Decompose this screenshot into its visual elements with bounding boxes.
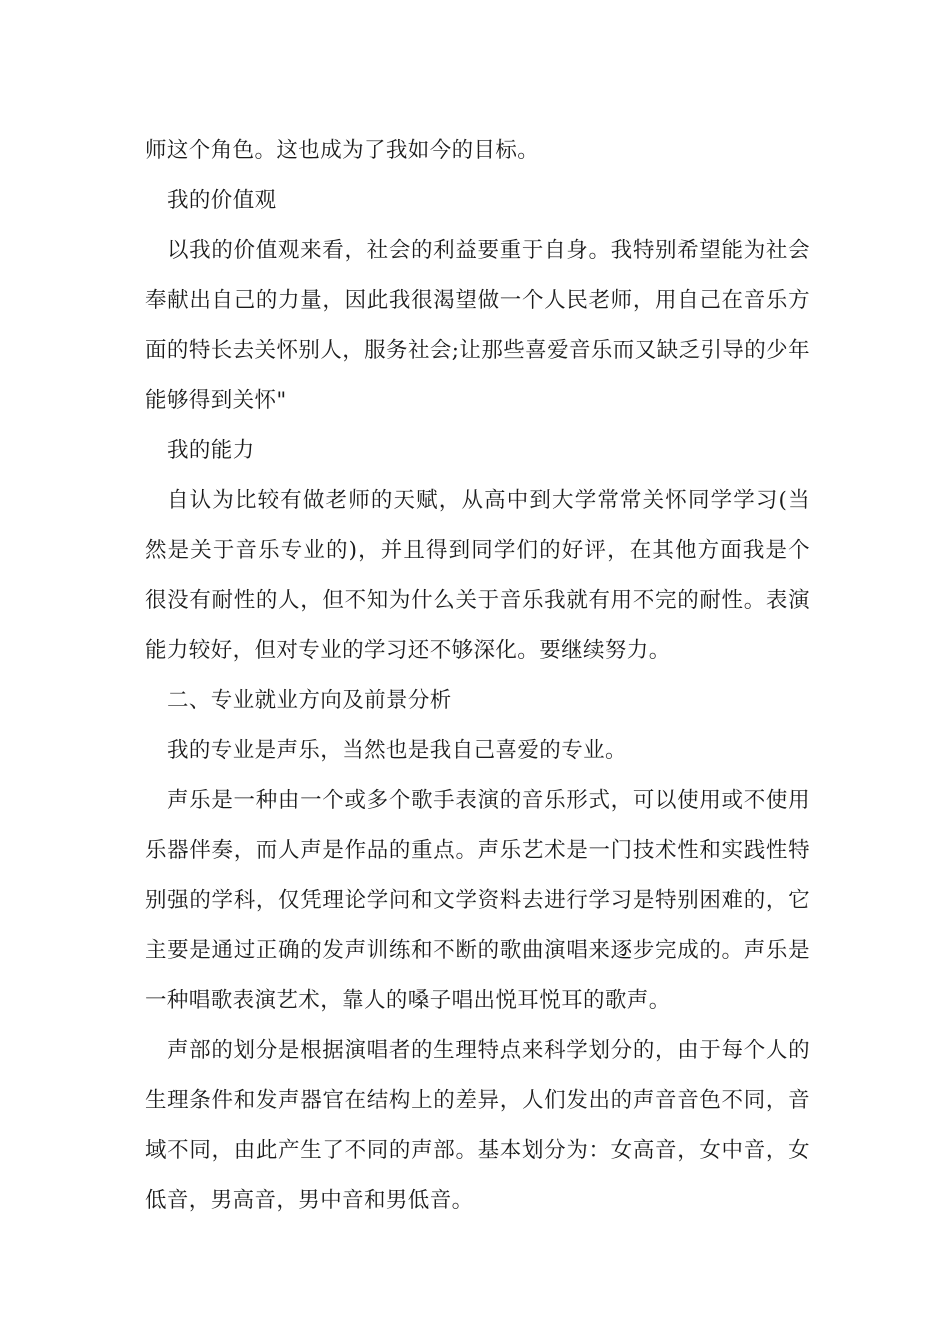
paragraph-voice-parts: 声部的划分是根据演唱者的生理特点来科学划分的，由于每个人的生理条件和发声器官在结构上的差异，人们发出的声音音色不同，音域不同，由此产生了不同的声部。基本划分为：女高音，女中音，女低音，男高音，男中音和男低音。 <box>145 1038 810 1213</box>
paragraph-vocal-music: 声乐是一种由一个或多个歌手表演的音乐形式，可以使用或不使用乐器伴奏，而人声是作品的重点。声乐艺术是一门技术性和实践性特别强的学科，仅凭理论学问和文学资料去进行学习是特别困难的，它主要是通过正确的发声训练和不断的歌曲演唱来逐步完成的。声乐是一种唱歌表演艺术，靠人的嗓子唱出悦耳悦耳的歌声。 <box>145 788 810 1013</box>
heading-abilities: 我的能力 <box>167 438 255 463</box>
paragraph-continuation: 师这个角色。这也成为了我如今的目标。 <box>145 138 540 163</box>
paragraph-major: 我的专业是声乐，当然也是我自己喜爱的专业。 <box>167 738 627 763</box>
heading-career-direction: 二、专业就业方向及前景分析 <box>167 688 452 713</box>
document-body <box>145 126 810 1226</box>
heading-values: 我的价值观 <box>167 188 277 213</box>
paragraph-values: 以我的价值观来看，社会的利益要重于自身。我特别希望能为社会奉献出自己的力量，因此我很渴望做一个人民老师，用自己在音乐方面的特长去关怀别人，服务社会;让那些喜爱音乐而又缺乏引导的少年能够得到关怀" <box>145 238 810 413</box>
paragraph-abilities: 自认为比较有做老师的天赋，从高中到大学常常关怀同学学习(当然是关于音乐专业的)，并且得到同学们的好评，在其他方面我是个很没有耐性的人，但不知为什么关于音乐我就有用不完的耐性。表演能力较好，但对专业的学习还不够深化。要继续努力。 <box>145 488 810 663</box>
